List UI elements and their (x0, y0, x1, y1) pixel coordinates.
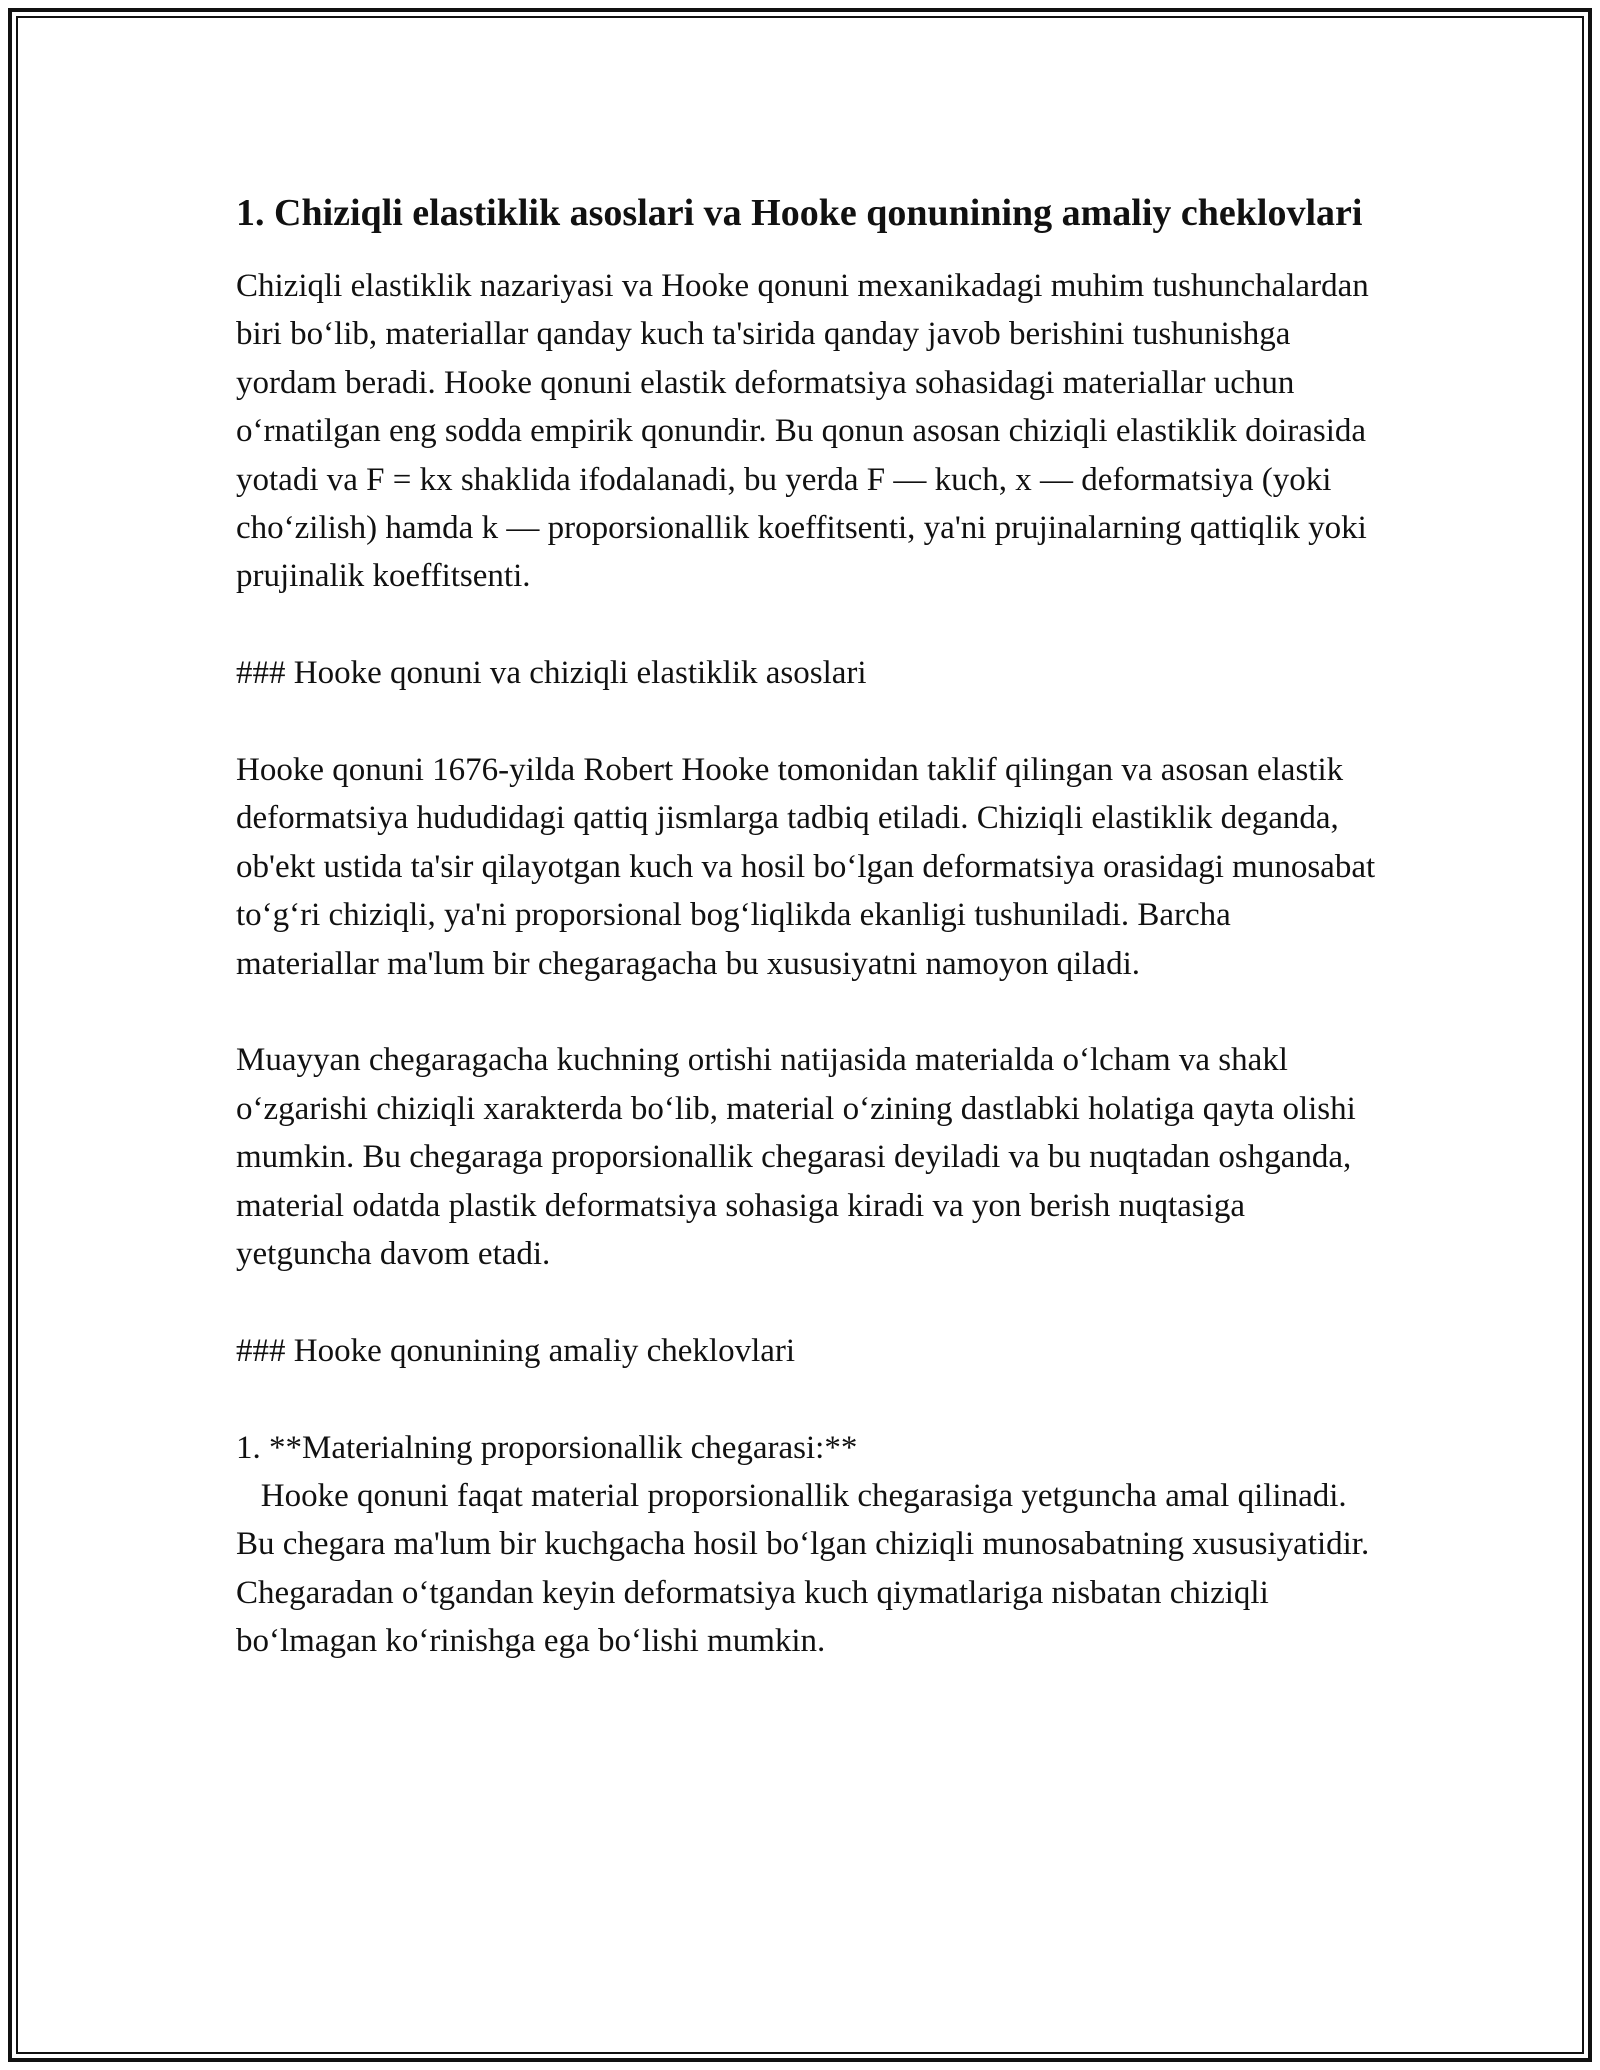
proportionality-paragraph: Muayyan chegaragacha kuchning ortishi natijasida materialda o‘lcham va shakl o‘zgarishi chiziqli xarakterda bo‘lib, material o‘zining dastlabki holatiga qayta olishi mumkin. Bu chegaraga proporsionallik chegarasi deyiladi va bu nuqtadan oshganda, material odatda plastik deformatsiya sohasiga kiradi va yon berish nuqtasiga yetguncha davom etadi. (236, 1042, 1365, 1273)
limitation-item-1: 1. **Materialning proporsionallik chegarasi:** Hooke qonuni faqat material proporsionallik chegarasiga yetguncha amal qilinadi. Bu chegara ma'lum bir kuchgacha hosil bo‘lgan chiziqli munosabatning xususiyatidir. Chegaradan o‘tgandan keyin deformatsiya kuch qiymatlariga nisbatan chiziqli bo‘lmagan ko‘rinishga ega bo‘lishi mumkin. (236, 1429, 1370, 1660)
intro-paragraph: Chiziqli elastiklik nazariyasi va Hooke qonuni mexanikadagi muhim tushunchalardan biri bo‘lib, materiallar qanday kuch ta'sirida qanday javob berishini tushunishga yordam beradi. Hooke qonuni elastik deformatsiya sohasidagi materiallar uchun o‘rnatilgan eng sodda empirik qonundir. Bu qonun asosan chiziqli elastiklik doirasida yotadi va F = kx shaklida ifodalanadi, bu yerda F — kuch, x — deformatsiya (yoki cho‘zilish) hamda k — proporsionallik koeffitsenti, ya'ni prujinalarning qattiqlik yoki prujinalik koeffitsenti. (236, 268, 1377, 595)
section-heading-basics: ### Hooke qonuni va chiziqli elastiklik asoslari (236, 655, 867, 692)
document-title: 1. Chiziqli elastiklik asoslari va Hooke qonunining amaliy cheklovlari (236, 192, 1363, 234)
document-body (236, 186, 1384, 1666)
history-paragraph: Hooke qonuni 1676-yilda Robert Hooke tomonidan taklif qilingan va asosan elastik deformatsiya hududidagi qattiq jismlarga tadbiq etiladi. Chiziqli elastiklik deganda, ob'ekt ustida ta'sir qilayotgan kuch va hosil bo‘lgan deformatsiya orasidagi munosabat to‘g‘ri chiziqli, ya'ni proporsional bog‘liqlikda ekanligi tushuniladi. Barcha materiallar ma'lum bir chegaragacha bu xususiyatni namoyon qiladi. (236, 752, 1384, 982)
section-heading-limitations: ### Hooke qonunining amaliy cheklovlari (236, 1332, 796, 1369)
